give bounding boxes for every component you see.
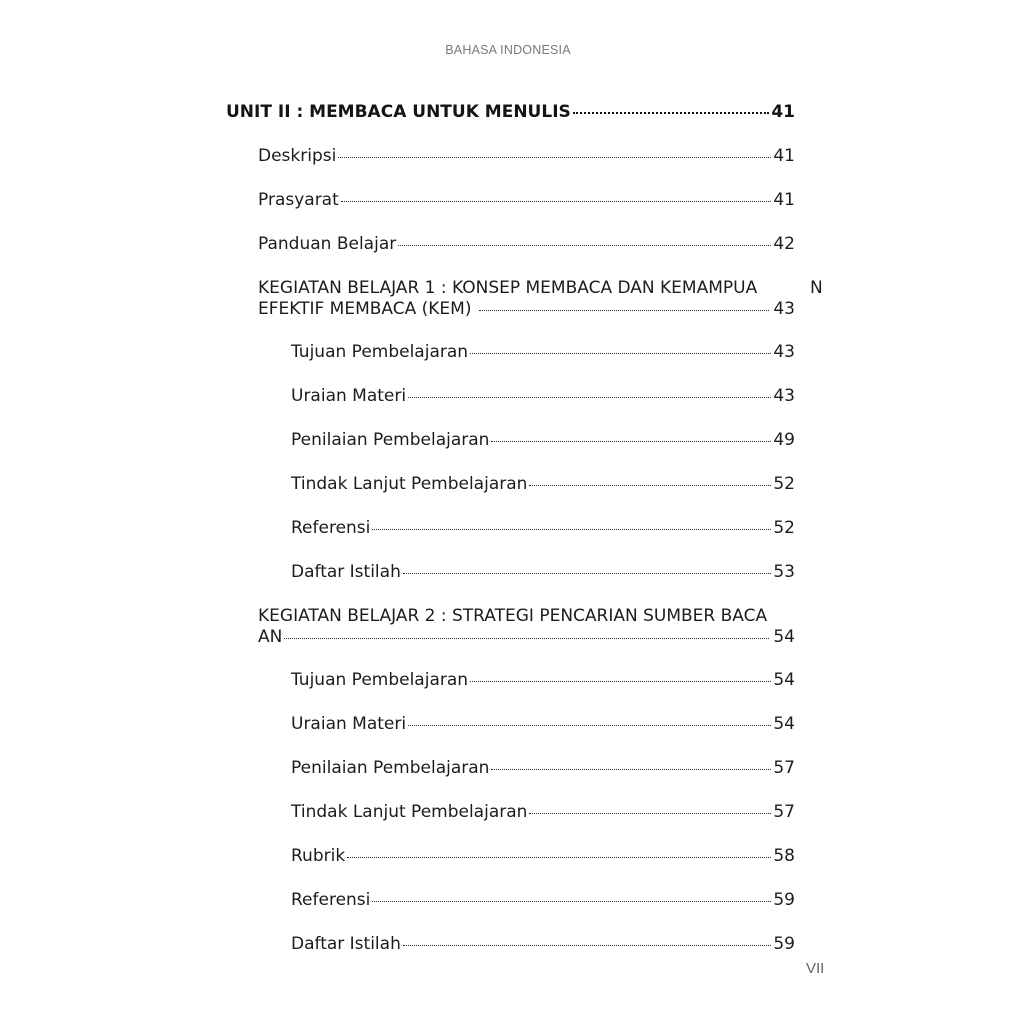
toc-entry-page: 57 [773, 802, 795, 822]
dot-leader [347, 857, 771, 858]
dot-leader [372, 901, 771, 902]
dot-leader [479, 310, 769, 311]
toc-entry-panduan-belajar[interactable] [258, 234, 795, 255]
dot-leader [491, 441, 771, 442]
toc-entry-title-line1-end: N [810, 278, 823, 298]
dot-leader [529, 485, 771, 486]
toc-entry-page: 54 [773, 670, 795, 690]
toc-entry-title: Daftar Istilah [291, 562, 401, 582]
page-number: VII [806, 960, 825, 977]
toc-entry-kegiatan-belajar-2[interactable] [258, 606, 795, 648]
toc-entry-page: 52 [773, 474, 795, 494]
toc-entry-title: Daftar Istilah [291, 934, 401, 954]
dot-leader [403, 945, 772, 946]
toc-entry-title: Deskripsi [258, 146, 337, 166]
toc-entry-title: Tindak Lanjut Pembelajaran [291, 802, 528, 822]
toc-entry-title: Tindak Lanjut Pembelajaran [291, 474, 528, 494]
dot-leader [573, 112, 770, 114]
toc-entry-k2-tindak-lanjut[interactable] [291, 802, 795, 823]
toc-entry-page: 41 [773, 190, 795, 210]
toc-entry-k1-tindak-lanjut[interactable] [291, 474, 795, 495]
toc-entry-deskripsi[interactable] [258, 146, 795, 167]
toc-entry-k2-tujuan[interactable] [291, 670, 795, 691]
dot-leader [491, 769, 771, 770]
toc-entry-title-line2: EFEKTIF MEMBACA (KEM) [258, 299, 472, 319]
running-header: BAHASA INDONESIA [445, 43, 571, 57]
toc-entry-title-line2: AN [258, 627, 283, 647]
toc-entry-k2-uraian[interactable] [291, 714, 795, 735]
toc-entry-title: Uraian Materi [291, 714, 407, 734]
toc-entry-page: 53 [773, 562, 795, 582]
toc-entry-title: Penilaian Pembelajaran [291, 758, 490, 778]
toc-entry-k1-uraian[interactable] [291, 386, 795, 407]
dot-leader [403, 573, 772, 574]
toc-entry-title: Panduan Belajar [258, 234, 397, 254]
dot-leader [338, 157, 771, 158]
toc-entry-page: 49 [773, 430, 795, 450]
toc-entry-page: 43 [773, 299, 795, 319]
toc-entry-page: 52 [773, 518, 795, 538]
toc-entry-kegiatan-belajar-1[interactable] [258, 278, 823, 320]
toc-entry-k2-rubrik[interactable] [291, 846, 795, 867]
dot-leader [372, 529, 771, 530]
toc-entry-title: Penilaian Pembelajaran [291, 430, 490, 450]
toc-entry-page: 41 [773, 146, 795, 166]
toc-entry-prasyarat[interactable] [258, 190, 795, 211]
dot-leader [470, 681, 771, 682]
dot-leader [408, 397, 771, 398]
dot-leader [470, 353, 771, 354]
toc-entry-page: 59 [773, 890, 795, 910]
toc-entry-k2-referensi[interactable] [291, 890, 795, 911]
toc-entry-title: Tujuan Pembelajaran [291, 670, 469, 690]
toc-entry-page: 58 [773, 846, 795, 866]
dot-leader [398, 245, 771, 246]
toc-entry-title: Referensi [291, 890, 371, 910]
dot-leader [284, 638, 769, 639]
toc-entry-page: 54 [773, 627, 795, 647]
toc-entry-page: 57 [773, 758, 795, 778]
dot-leader [341, 201, 772, 202]
toc-entry-line2 [258, 627, 795, 648]
toc-entry-page: 43 [773, 386, 795, 406]
toc-entry-title: Referensi [291, 518, 371, 538]
toc-entry-title-line1: KEGIATAN BELAJAR 2 : STRATEGI PENCARIAN SUMBER BACA [258, 606, 768, 626]
toc-entry-k1-referensi[interactable] [291, 518, 795, 539]
toc-entry-page: 41 [771, 102, 795, 122]
toc-entry-page: 59 [773, 934, 795, 954]
toc-entry-title: Uraian Materi [291, 386, 407, 406]
dot-leader [529, 813, 771, 814]
toc-entry-title: Rubrik [291, 846, 346, 866]
toc-entry-k2-penilaian[interactable] [291, 758, 795, 779]
toc-entry-page: 54 [773, 714, 795, 734]
toc-entry-title-line1: KEGIATAN BELAJAR 1 : KONSEP MEMBACA DAN KEMAMPUA [258, 278, 758, 298]
toc-entry-page: 42 [773, 234, 795, 254]
toc-entry-unit[interactable] [226, 102, 795, 123]
toc-entry-k1-daftar-istilah[interactable] [291, 562, 795, 583]
toc-entry-title: UNIT II : MEMBACA UNTUK MENULIS [226, 102, 571, 122]
toc-entry-page: 43 [773, 342, 795, 362]
toc-entry-title: Prasyarat [258, 190, 339, 210]
dot-leader [408, 725, 771, 726]
toc-entry-k1-tujuan[interactable] [291, 342, 795, 363]
toc-entry-k2-daftar-istilah[interactable] [291, 934, 795, 955]
toc-entry-k1-penilaian[interactable] [291, 430, 795, 451]
toc-entry-line2 [258, 299, 795, 320]
toc-entry-title: Tujuan Pembelajaran [291, 342, 469, 362]
